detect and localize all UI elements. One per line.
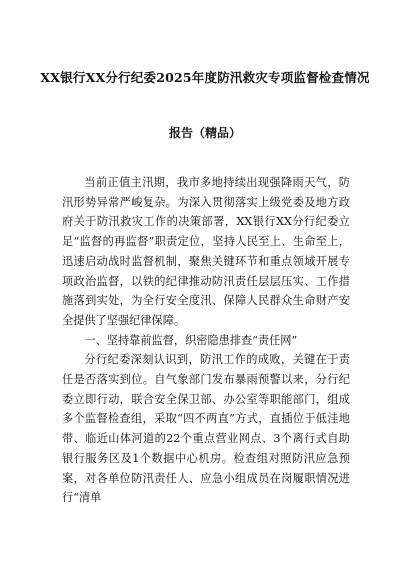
intro-paragraph: 当前正值主汛期，我市多地持续出现强降雨天气，防汛形势异常严峻复杂。为深入贯彻落实上级党委及地方政府关于防汛救灾工作的决策部署，XX银行XX分行纪委立足“监督的再监督”职责定位，坚持人民至上、生命至上，迅速启动战时监督机制，聚焦关键环节和重点领域开展专项政治监督，以铁的纪律推动防汛责任层层压实、工作措施落到实处，为全行安全度汛、保障人民群众生命财产安全提供了坚强纪律保障。	[62, 176, 350, 327]
section-heading: 一、坚持靠前监督，织密隐患排查“责任网”	[84, 333, 298, 347]
document-body	[62, 173, 350, 508]
document-subtitle: 报告（精品）	[168, 126, 241, 140]
section-paragraph: 分行纪委深刻认识到，防汛工作的成败，关键在于责任是否落实到位。自气象部门发布暴雨预警以来，分行纪委立即行动，联合安全保卫部、办公室等职能部门，组成多个监督检查组，采取“四不两直”方式，直插位于低洼地带、临近山体河道的22个重点营业网点、3个离行式自助银行服务区及1个数据中心机房。检查组对照防汛应急预案，对各单位防汛责任人、应急小组成员在岗履职情况进行“清单	[62, 353, 350, 505]
document-title: XX银行XX分行纪委2025年度防汛救灾专项监督检查情况	[40, 70, 370, 85]
